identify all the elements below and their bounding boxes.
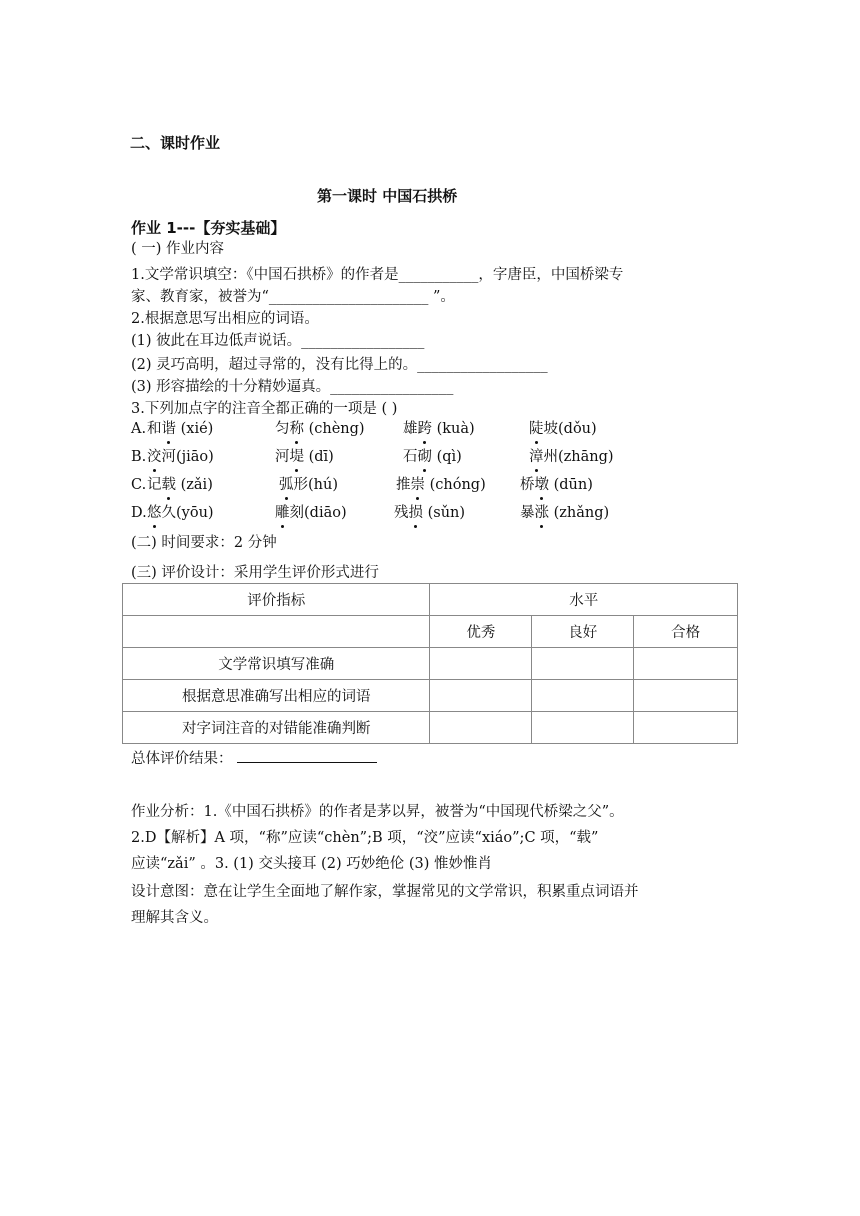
part1-heading: ( 一) 作业内容: [131, 241, 225, 257]
question-3-heading: 3.下列加点字的注音全都正确的一项是 ( ): [131, 401, 398, 417]
criterion-cell: 对字词注音的对错能准确判断: [123, 712, 430, 744]
option-c-label: C.: [131, 477, 147, 493]
option-b-item-3: 石砌 (qì): [403, 449, 462, 465]
question-2-item-2: (2) 灵巧高明，超过寻常的，没有比得上的。__________________: [131, 357, 548, 373]
option-a-item-4: 陡坡(dǒu): [529, 421, 597, 437]
question-2-heading: 2.根据意思写出相应的词语。: [131, 311, 319, 327]
rating-cell[interactable]: [532, 680, 634, 712]
analysis-line-1: 作业分析：1.《中国石拱桥》的作者是茅以昇，被誉为“中国现代桥梁之父”。: [131, 804, 624, 820]
rating-cell[interactable]: [634, 680, 738, 712]
overall-result: [131, 748, 377, 769]
rating-cell[interactable]: [532, 712, 634, 744]
analysis-line-3: 应读“zǎi” 。3. (1) 交头接耳 (2) 巧妙绝伦 (3) 惟妙惟肖: [131, 856, 492, 872]
time-requirement: (二) 时间要求：2 分钟: [131, 535, 277, 551]
option-c-item-4: 桥墩 (dūn): [520, 477, 593, 493]
evaluation-design: (三) 评价设计：采用学生评价形式进行: [131, 565, 379, 581]
evaluation-table: [122, 583, 738, 744]
section-heading: 二、课时作业: [130, 134, 221, 152]
table-row: [123, 712, 738, 744]
question-1-line-2: 家、教育家，被誉为“______________________ ”。: [131, 289, 455, 305]
option-d-item-4: 暴涨 (zhǎng): [520, 505, 610, 521]
table-header-row: [123, 584, 738, 616]
option-a-item-1: 和谐 (xié): [147, 421, 214, 437]
level-good: 良好: [532, 616, 634, 648]
rating-cell[interactable]: [634, 648, 738, 680]
option-d-item-1: 悠久(yōu): [147, 505, 214, 521]
table-row: [123, 648, 738, 680]
option-c-item-3: 推崇 (chóng): [396, 477, 486, 493]
criterion-cell: 文学常识填写准确: [123, 648, 430, 680]
rating-cell[interactable]: [634, 712, 738, 744]
rating-cell[interactable]: [430, 712, 532, 744]
option-c-item-2: 弧形(hú): [279, 477, 338, 493]
header-level: 水平: [430, 584, 738, 616]
level-excellent: 优秀: [430, 616, 532, 648]
criterion-cell: 根据意思准确写出相应的词语: [123, 680, 430, 712]
option-c-item-1: 记载 (zǎi): [147, 477, 213, 493]
table-subheader-row: [123, 616, 738, 648]
option-d-label: D.: [131, 505, 147, 521]
option-b-item-4: 漳州(zhāng): [529, 449, 614, 465]
rating-cell[interactable]: [430, 680, 532, 712]
option-a-item-2: 匀称 (chèng): [275, 421, 365, 437]
option-a-label: A.: [131, 421, 147, 437]
option-a-item-3: 雄跨 (kuà): [403, 421, 475, 437]
analysis-line-2: 2.D【解析】A 项，“称”应读“chèn”;B 项，“洨”应读“xiáo”;C 项，“载”: [131, 830, 599, 846]
question-2-item-3: (3) 形容描绘的十分精妙逼真。_________________: [131, 379, 454, 395]
question-1-line-1: 1.文学常识填空：《中国石拱桥》的作者是___________，字唐臣，中国桥梁专: [131, 267, 624, 283]
overall-result-label: 总体评价结果：: [131, 751, 233, 767]
level-pass: 合格: [634, 616, 738, 648]
design-intent-line-2: 理解其含义。: [131, 910, 218, 926]
option-d-item-3: 残损 (sǔn): [394, 505, 466, 521]
option-b-item-1: 洨河(jiāo): [147, 449, 214, 465]
question-2-item-1: (1) 彼此在耳边低声说话。_________________: [131, 333, 425, 349]
rating-cell[interactable]: [532, 648, 634, 680]
design-intent-line-1: 设计意图：意在让学生全面地了解作家，掌握常见的文学常识，积累重点词语并: [131, 884, 639, 900]
option-b-label: B.: [131, 449, 147, 465]
overall-result-blank[interactable]: [237, 748, 377, 763]
option-b-item-2: 河堤 (dī): [275, 449, 334, 465]
empty-cell: [123, 616, 430, 648]
rating-cell[interactable]: [430, 648, 532, 680]
homework-title: 作业 1---【夯实基础】: [131, 219, 286, 237]
option-d-item-2: 雕刻(diāo): [275, 505, 347, 521]
table-row: [123, 680, 738, 712]
lesson-title: 第一课时 中国石拱桥: [317, 187, 458, 205]
header-indicator: 评价指标: [123, 584, 430, 616]
